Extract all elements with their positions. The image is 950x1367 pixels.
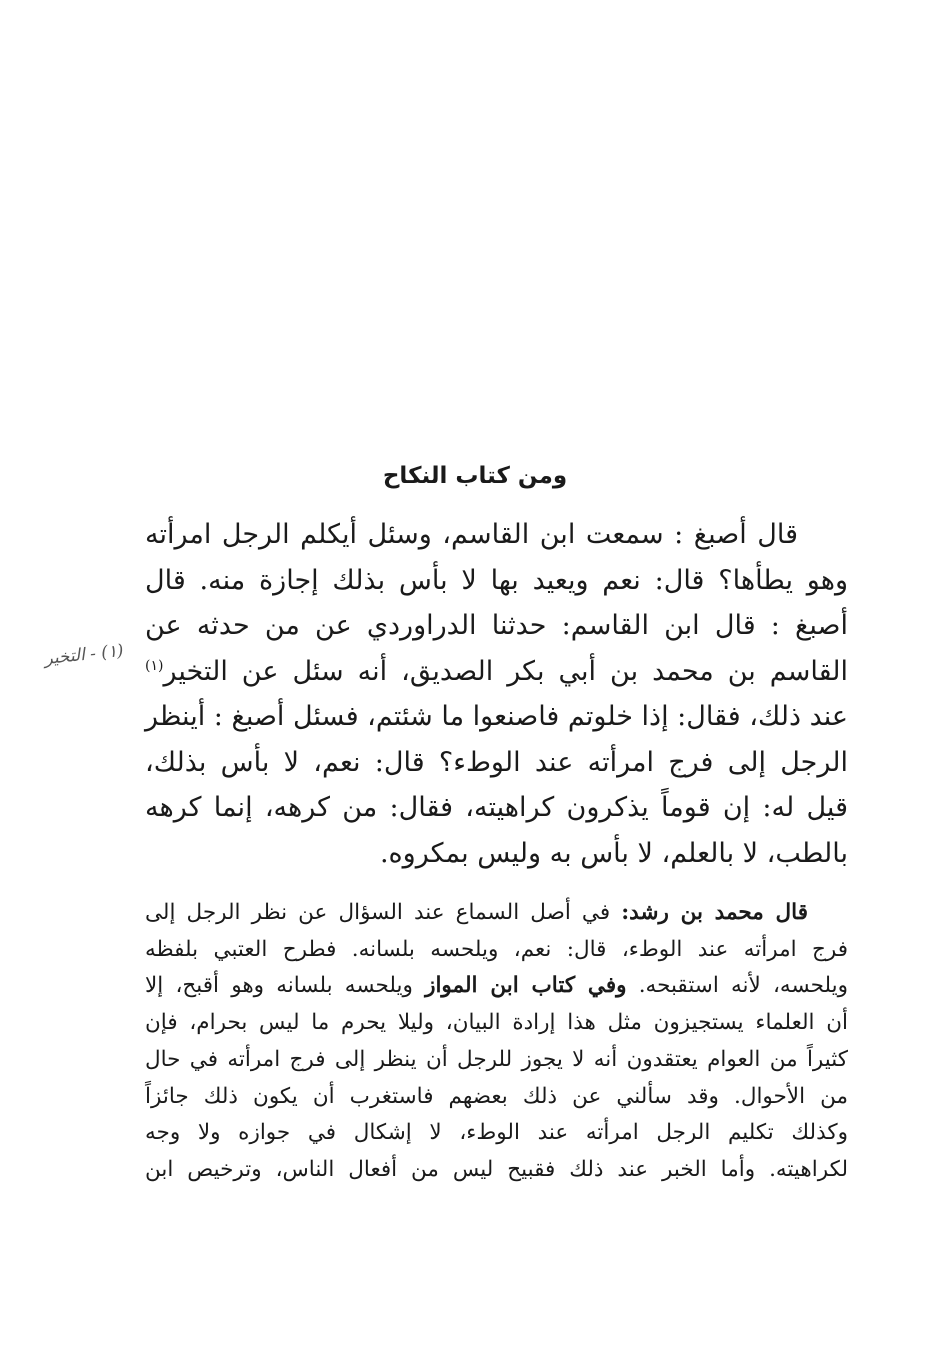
paragraph-line: وكذلك تكليم الرجل امرأته عند الوطء، لا إشكال في جوازه ولا وجه bbox=[145, 1120, 848, 1146]
paragraph-line-with-lead bbox=[145, 895, 848, 932]
margin-handwritten-note: (١) - التخير bbox=[43, 640, 125, 670]
paragraph-line: فرج امرأته عند الوطء، قال: نعم، ويلحسه بلسانه. فطرح العتبي بلفظه bbox=[145, 936, 848, 962]
paragraph-line-with-footnote bbox=[145, 649, 848, 695]
paragraph-line: الرجل إلى فرج امرأته عند الوطء؟ قال: نعم، لا بأس بذلك، bbox=[145, 746, 848, 778]
paragraph-line: قال أصبغ : سمعت ابن القاسم، وسئل أيكلم الرجل امرأته bbox=[145, 519, 798, 550]
paragraph-lead-bold: قال محمد بن رشد: bbox=[621, 900, 808, 925]
paragraph-line: بالطب، لا بالعلم، لا بأس به وليس بمكروه. bbox=[379, 837, 848, 869]
paragraph-line: أن العلماء يستجيزون مثل هذا إرادة البيان، وليلا يحرم ما ليس بحرام، فإن bbox=[145, 1010, 848, 1036]
paragraph-line-text: القاسم بن محمد بن أبي بكر الصديق، أنه سئل عن التخير bbox=[163, 655, 848, 687]
section-title: ومن كتاب النكاح bbox=[382, 463, 568, 489]
paragraph-line: كثيراً من العوام يعتقدون أنه لا يجوز للرجل أن ينظر إلى فرج امرأته في حال bbox=[145, 1046, 848, 1072]
paragraph-line: لكراهيته. وأما الخبر عند ذلك فقبيح ليس من أفعال الناس، وترخيص ابن bbox=[145, 1156, 848, 1182]
paragraph-line-text: في أصل السماع عند السؤال عن نظر الرجل إلى bbox=[145, 900, 611, 925]
footnote-marker: (١) bbox=[145, 657, 164, 674]
paragraph-line: قيل له: إن قوماً يذكرون كراهيته، فقال: من كرهه، إنما كرهه bbox=[145, 792, 848, 823]
paragraph-line: وهو يطأها؟ قال: نعم ويعيد بها لا بأس بذلك إجازة منه. قال bbox=[145, 564, 848, 596]
inline-bold-phrase: وفي كتاب ابن المواز bbox=[425, 973, 627, 999]
paragraph-line: أصبغ : قال ابن القاسم: حدثنا الدراوردي عن من حدثه عن bbox=[145, 610, 848, 641]
paragraph-line: من الأحوال. وقد سألني عن ذلك بعضهم فاستغرب أن يكون ذلك جائزاً bbox=[145, 1083, 848, 1109]
paragraph-1 bbox=[145, 512, 848, 876]
paragraph-line: عند ذلك، فقال: إذا خلوتم فاصنعوا ما شئتم، فسئل أصبغ : أينظر bbox=[145, 701, 848, 732]
paragraph-2 bbox=[145, 895, 848, 1189]
paragraph-line: ويلحسه، لأنه استقبحه. وفي كتاب ابن المواز ويلحسه بلسانه وهو أقبح، إلا bbox=[145, 973, 848, 999]
